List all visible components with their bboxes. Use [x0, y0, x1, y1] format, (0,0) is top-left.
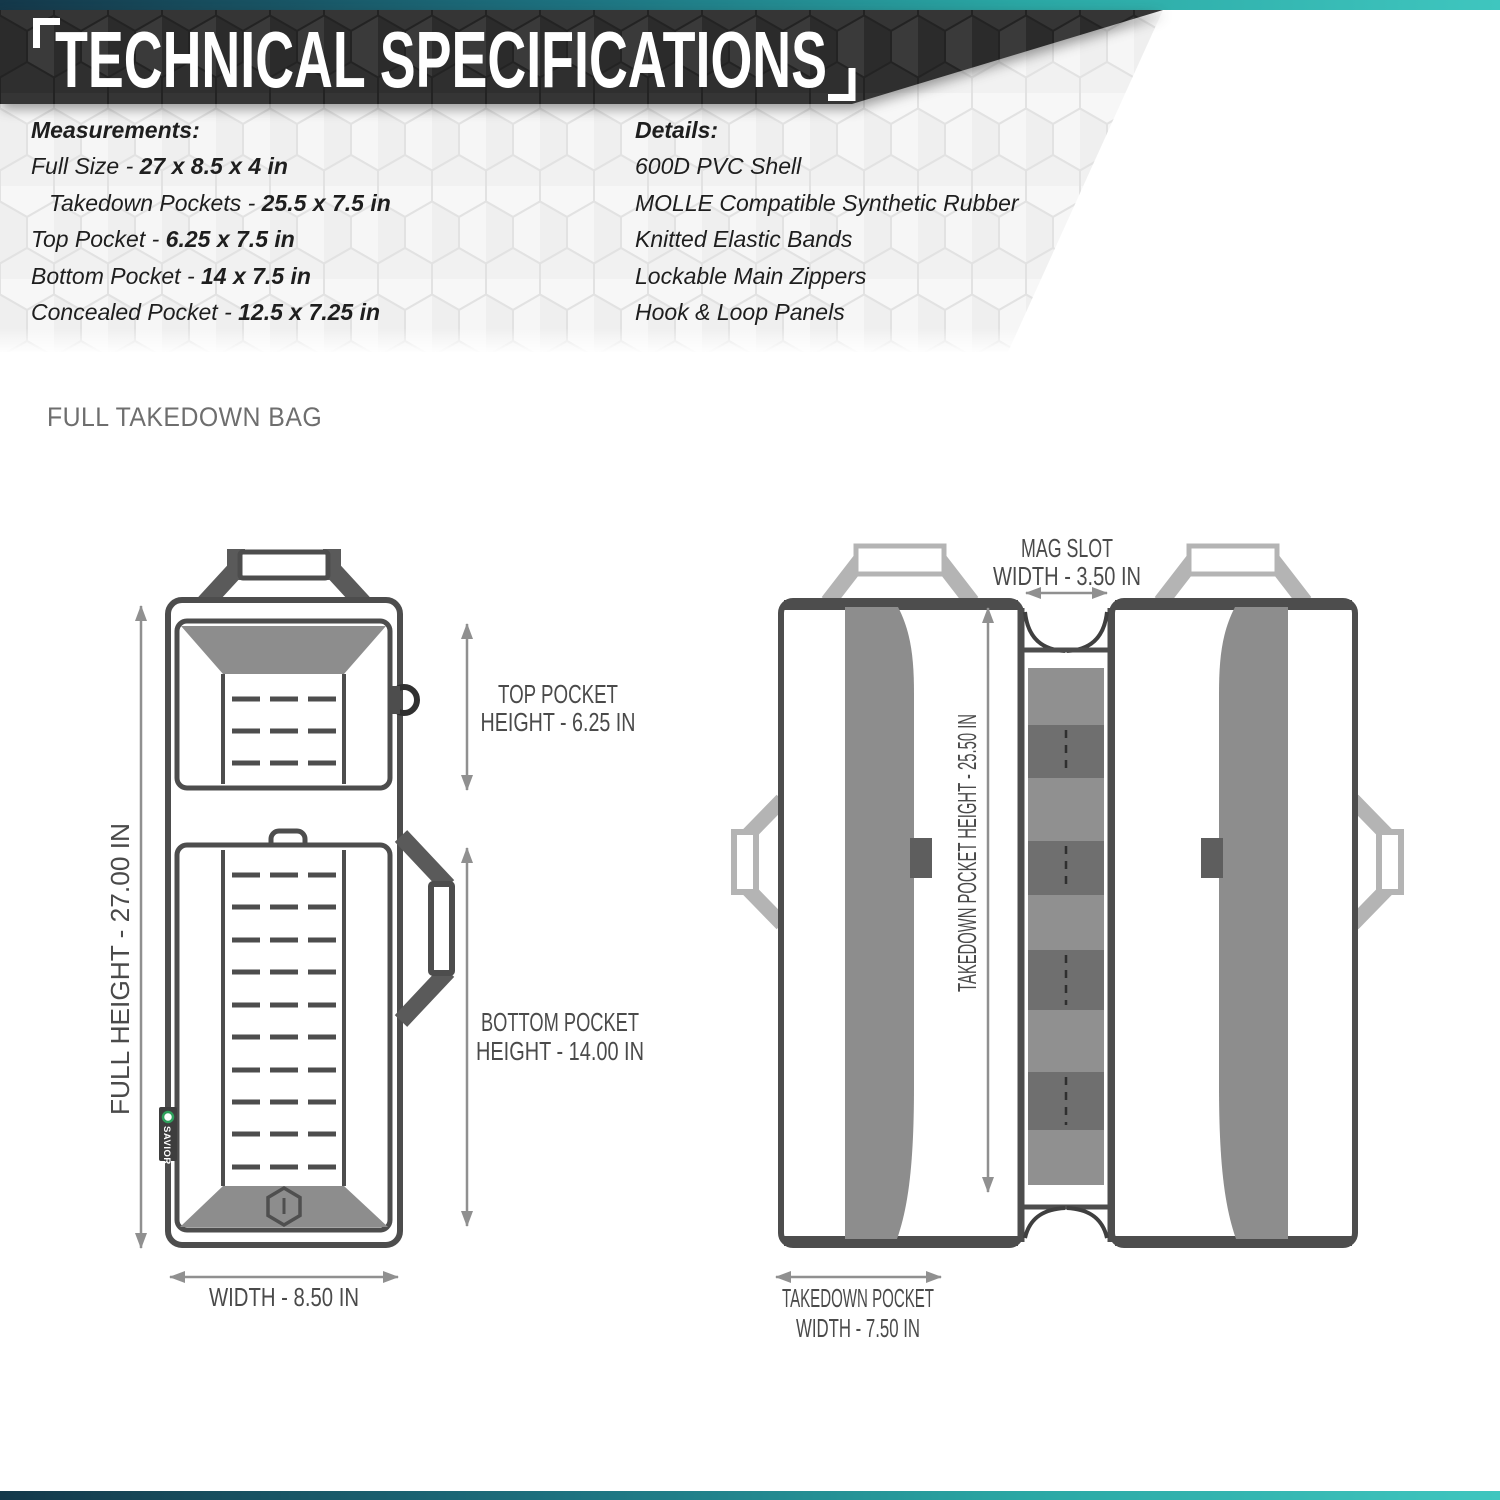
side-handle-grip	[734, 832, 756, 892]
diagram-takedown-view	[734, 503, 1401, 1343]
measurement-row	[31, 148, 391, 184]
details-heading: Details:	[635, 117, 719, 143]
measurement-value: 25.5 x 7.5 in	[261, 189, 391, 216]
measurement-label: Concealed Pocket -	[31, 299, 239, 326]
diagram-full-bag	[105, 549, 644, 1312]
measurement-value: 12.5 x 7.25 in	[238, 299, 381, 326]
measurement-row	[31, 185, 391, 221]
brand-tag-label: SAVIOR	[161, 1126, 172, 1165]
brand-tag	[159, 1107, 177, 1165]
measurement-label: Takedown Pockets -	[49, 189, 262, 216]
measurement-row	[31, 221, 391, 257]
takedown-height-label: TAKEDOWN POCKET HEIGHT - 25.50 IN	[952, 503, 982, 992]
side-handle-grip	[1379, 832, 1401, 892]
retention-tab	[1201, 838, 1223, 878]
measurement-row	[31, 258, 391, 294]
takedown-width-label-line1: TAKEDOWN POCKET	[782, 1283, 935, 1313]
top-handle-grip	[1189, 546, 1277, 574]
measurement-value: 27 x 8.5 x 4 in	[139, 153, 288, 180]
takedown-width-label-line2: WIDTH - 7.50 IN	[796, 1313, 920, 1343]
bottom-pocket	[177, 845, 390, 1230]
full-height-label: FULL HEIGHT - 27.00 IN	[105, 826, 135, 1115]
top-handle-grip	[856, 546, 944, 574]
takedown-panel-left	[781, 503, 1021, 1245]
details-list	[635, 112, 1019, 330]
detail-item: Knitted Elastic Bands	[635, 226, 853, 253]
top-pocket-label-line1: TOP POCKET	[498, 679, 619, 709]
top-pocket-label-line2: HEIGHT - 6.25 IN	[480, 707, 636, 737]
measurements-heading: Measurements:	[31, 117, 200, 143]
takedown-panel-right	[1112, 601, 1355, 1245]
measurement-value: 6.25 x 7.5 in	[165, 226, 295, 253]
detail-item: Hook & Loop Panels	[635, 299, 845, 326]
mag-slot-label-line1: MAG SLOT	[1021, 533, 1114, 563]
top-pocket	[177, 621, 390, 788]
bottom-accent-bar	[0, 1491, 1500, 1500]
measurement-label: Bottom Pocket -	[31, 262, 202, 289]
detail-item: Lockable Main Zippers	[635, 262, 867, 289]
detail-item: 600D PVC Shell	[635, 153, 802, 180]
retention-tab	[910, 838, 932, 878]
width-label: WIDTH - 8.50 IN	[209, 1282, 359, 1312]
rifle-sleeve	[845, 607, 914, 1239]
measurements-list	[31, 112, 391, 330]
mag-slot-label-line2: WIDTH - 3.50 IN	[993, 561, 1141, 591]
measurement-row	[31, 294, 391, 330]
measurement-value: 14 x 7.5 in	[201, 262, 311, 289]
detail-item: MOLLE Compatible Synthetic Rubber	[635, 189, 1019, 216]
bottom-pocket-label-line1: BOTTOM POCKET	[481, 1007, 640, 1037]
section-title: FULL TAKEDOWN BAG	[47, 402, 323, 432]
mag-slot-column	[1021, 608, 1111, 1242]
measurement-label: Top Pocket -	[31, 226, 166, 253]
top-handle	[205, 549, 363, 603]
tag-logo-icon	[163, 1112, 173, 1122]
page-title: TECHNICAL SPECIFICATIONS	[55, 15, 827, 104]
measurement-label: Full Size -	[31, 153, 140, 180]
mag-pouches	[1028, 668, 1104, 1185]
rifle-sleeve	[1219, 607, 1288, 1239]
side-handle	[401, 836, 452, 1021]
hex-fade	[0, 328, 1180, 354]
bottom-pocket-label-line2: HEIGHT - 14.00 IN	[476, 1036, 644, 1066]
